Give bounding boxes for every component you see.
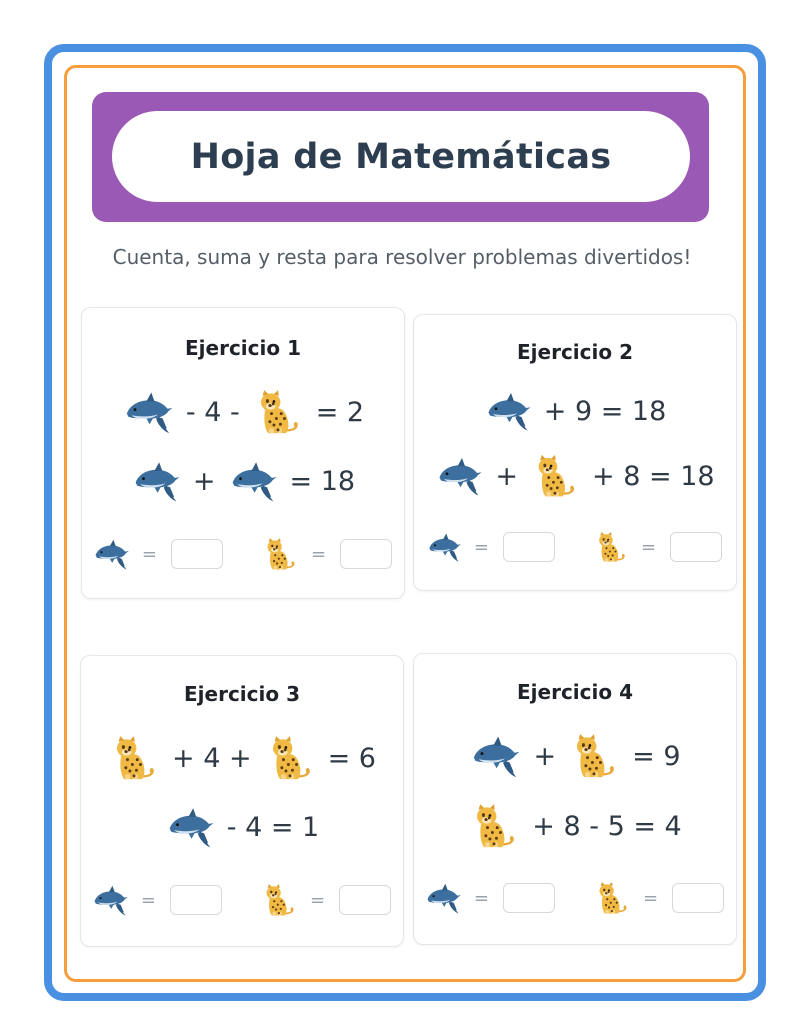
equation-text: + [533,740,557,772]
equation-text: = 18 [289,465,356,497]
exercise-card-4 [413,653,737,945]
dolphin-icon [228,456,278,506]
equation-text: + 4 + [172,742,252,774]
page-title: Hoja de Matemáticas [190,136,612,177]
equals-sign: = [473,887,489,909]
equals-sign: = [643,887,659,909]
leopard-icon [108,732,160,784]
answer-row [81,880,403,920]
leopard-icon [260,881,298,919]
leopard-icon [593,879,631,917]
equals-sign: = [310,889,326,911]
equation-text: = 9 [632,740,681,772]
equation-text: - 4 = 1 [226,811,320,843]
equation-row [414,387,736,435]
exercise-card-2 [413,314,737,591]
equals-sign: = [641,536,657,558]
dolphin-answer-input[interactable] [503,883,555,913]
dolphin-icon [91,881,129,919]
answer-row [414,527,736,567]
equation-text: + [495,460,519,492]
dolphin-icon [122,386,174,438]
leopard-answer-input[interactable] [339,885,391,915]
leopard-icon [593,529,629,565]
dolphin-answer-input[interactable] [503,532,555,562]
dolphin-icon [131,456,181,506]
answer-row [82,534,404,574]
equation-text: + 8 - 5 = 4 [532,810,682,842]
equals-sign: = [140,889,156,911]
exercise-title: Ejercicio 4 [517,680,633,704]
dolphin-icon [165,802,215,852]
leopard-answer-input[interactable] [672,883,724,913]
leopard-answer-input[interactable] [670,532,722,562]
equation-row [414,451,736,501]
leopard-answer-input[interactable] [340,539,392,569]
equation-row [81,802,403,852]
title-pill [112,111,690,202]
equation-text: = 2 [315,396,365,428]
dolphin-icon [424,879,462,917]
dolphin-icon [469,730,521,782]
equation-text: = 6 [327,742,376,774]
dolphin-answer-input[interactable] [171,539,223,569]
equation-row [82,456,404,506]
dolphin-icon [426,529,462,565]
leopard-icon [264,732,316,784]
leopard-icon [468,800,520,852]
equation-row [81,732,403,784]
leopard-icon [568,730,620,782]
equation-row [414,730,736,782]
exercise-title: Ejercicio 1 [185,336,301,360]
leopard-icon [252,386,304,438]
exercise-card-1 [81,307,405,599]
exercise-title: Ejercicio 3 [184,682,300,706]
equation-text: + [192,465,216,497]
equation-row [82,386,404,438]
equals-sign: = [473,536,489,558]
leopard-icon [261,535,299,573]
dolphin-icon [435,452,483,500]
answer-row [414,878,736,918]
equation-text: + 8 = 18 [592,460,715,492]
exercise-card-3 [80,655,404,947]
equation-row [414,800,736,852]
equation-text: + 9 = 18 [543,395,667,427]
dolphin-answer-input[interactable] [170,885,222,915]
dolphin-icon [484,387,532,435]
subtitle: Cuenta, suma y resta para resolver problemas divertidos! [112,245,692,269]
dolphin-icon [92,535,130,573]
equals-sign: = [311,543,327,565]
equals-sign: = [141,543,157,565]
exercise-title: Ejercicio 2 [517,340,633,364]
equation-text: - 4 - [185,396,240,428]
leopard-icon [530,451,580,501]
